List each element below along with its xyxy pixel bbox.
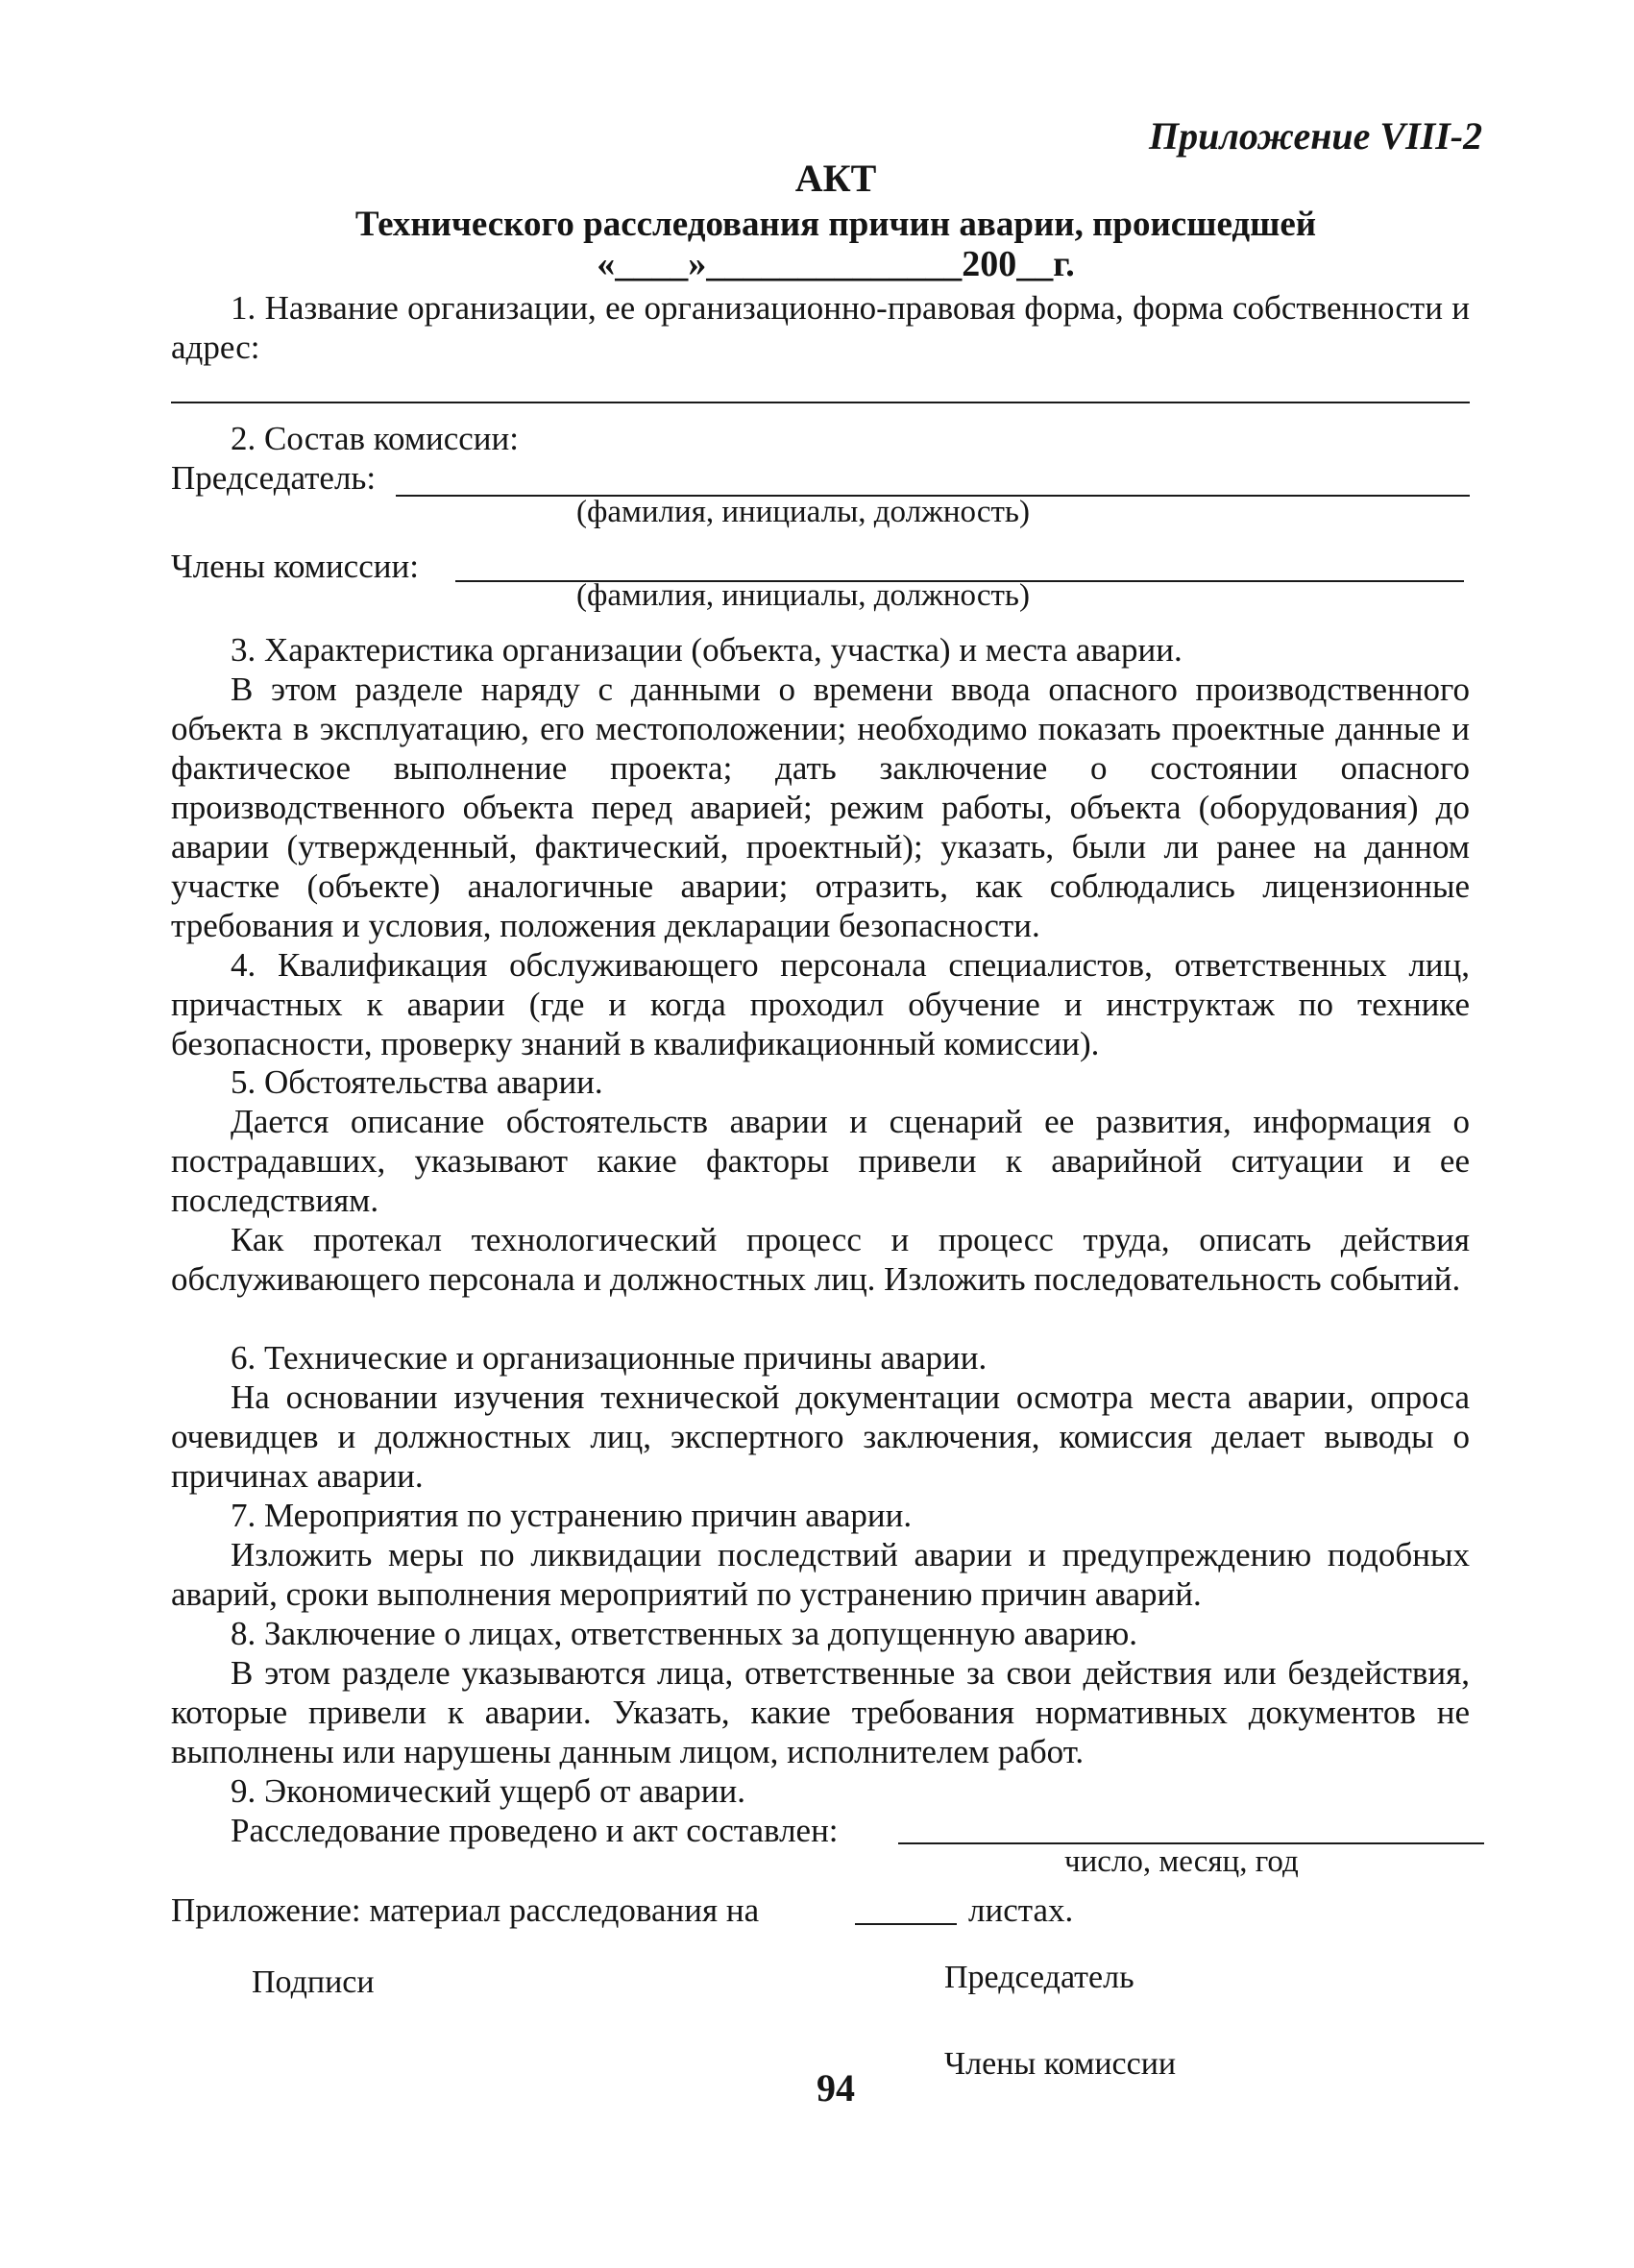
chair-label: Председатель:: [171, 459, 377, 497]
section-8-heading: 8. Заключение о лицах, ответственных за допущенную аварию.: [231, 1615, 1138, 1652]
investigation-label: Расследование проведено и акт составлен:: [231, 1812, 839, 1849]
members-caption: (фамилия, инициалы, должность): [576, 578, 1030, 613]
section-5-text-1: Дается описание обстоятельств аварии и сценарий ее развития, информация о пострадавших, указывают какие факторы привели к аварийной ситуации и ее последствиям.: [171, 1103, 1470, 1219]
document-subtitle: Технического расследования причин аварии, происшедшей: [354, 205, 1317, 244]
section-3-heading: 3. Характеристика организации (объекта, участка) и места аварии.: [231, 631, 1183, 669]
section-7-heading: 7. Мероприятия по устранению причин аварии.: [231, 1497, 913, 1534]
section-4-text: 4. Квалификация обслуживающего персонала специалистов, ответственных лиц, причастных к аварии (где и когда проходил обучение и инструктаж по технике безопасности, проверку знаний в квалификационный комиссии).: [171, 946, 1470, 1062]
section-5-heading: 5. Обстоятельства аварии.: [231, 1063, 603, 1101]
members-signature-label: Члены комиссии: [944, 2046, 1177, 2082]
appendix-label: Приложение VIII-2: [1149, 114, 1483, 158]
attachment-pages-line: [855, 1923, 957, 1925]
attachment-suffix: листах.: [968, 1891, 1074, 1929]
section-9-heading: 9. Экономический ущерб от аварии.: [231, 1772, 746, 1810]
section-1-text: 1. Название организации, ее организационно-правовая форма, форма собственности и адрес:: [171, 289, 1470, 366]
chair-signature-label: Председатель: [944, 1960, 1134, 1995]
address-fill-line: [171, 402, 1470, 403]
section-5-text-2: Как протекал технологический процесс и процесс труда, описать действия обслуживающего персонала и должностных лиц. Изложить последовательность событий.: [171, 1221, 1470, 1298]
date-caption: число, месяц, год: [1064, 1844, 1299, 1879]
section-3-text: В этом разделе наряду с данными о времени ввода опасного производственного объекта в эксплуатацию, его местоположении; необходимо показать проектные данные и фактическое выполнение проекта; дать заключение о состоянии опасного производственного объекта перед аварией; режим работы, объекта (оборудования) до аварии (утвержденный, фактический, проектный); указать, были ли ранее на данном участке (объекте) аналогичные аварии; отразить, как соблюдались лицензионные требования и условия, положения декларации безопасности.: [171, 671, 1470, 944]
chair-caption: (фамилия, инициалы, должность): [576, 495, 1030, 529]
attachment-prefix: Приложение: материал расследования на: [171, 1891, 760, 1929]
signatures-label: Подписи: [252, 1964, 375, 2000]
section-6-heading: 6. Технические и организационные причины аварии.: [231, 1339, 988, 1377]
section-2-heading: 2. Состав комиссии:: [231, 420, 519, 457]
section-7-text: Изложить меры по ликвидации последствий аварии и предупреждению подобных аварий, сроки выполнения мероприятий по устранению причин аварий.: [171, 1536, 1470, 1613]
section-6-text: На основании изучения технической документации осмотра места аварии, опроса очевидцев и должностных лиц, экспертного заключения, комиссия делает выводы о причинах аварии.: [171, 1378, 1470, 1495]
document-title: АКТ: [794, 157, 877, 200]
date-line: «____»______________200__г.: [597, 244, 1075, 284]
section-8-text: В этом разделе указываются лица, ответственные за свои действия или бездействия, которые привели к аварии. Указать, какие требования нормативных документов не выполнены или нарушены данным лицом, исполнителем работ.: [171, 1654, 1470, 1770]
page-number: 94: [817, 2066, 855, 2109]
members-label: Члены комиссии:: [171, 548, 419, 585]
